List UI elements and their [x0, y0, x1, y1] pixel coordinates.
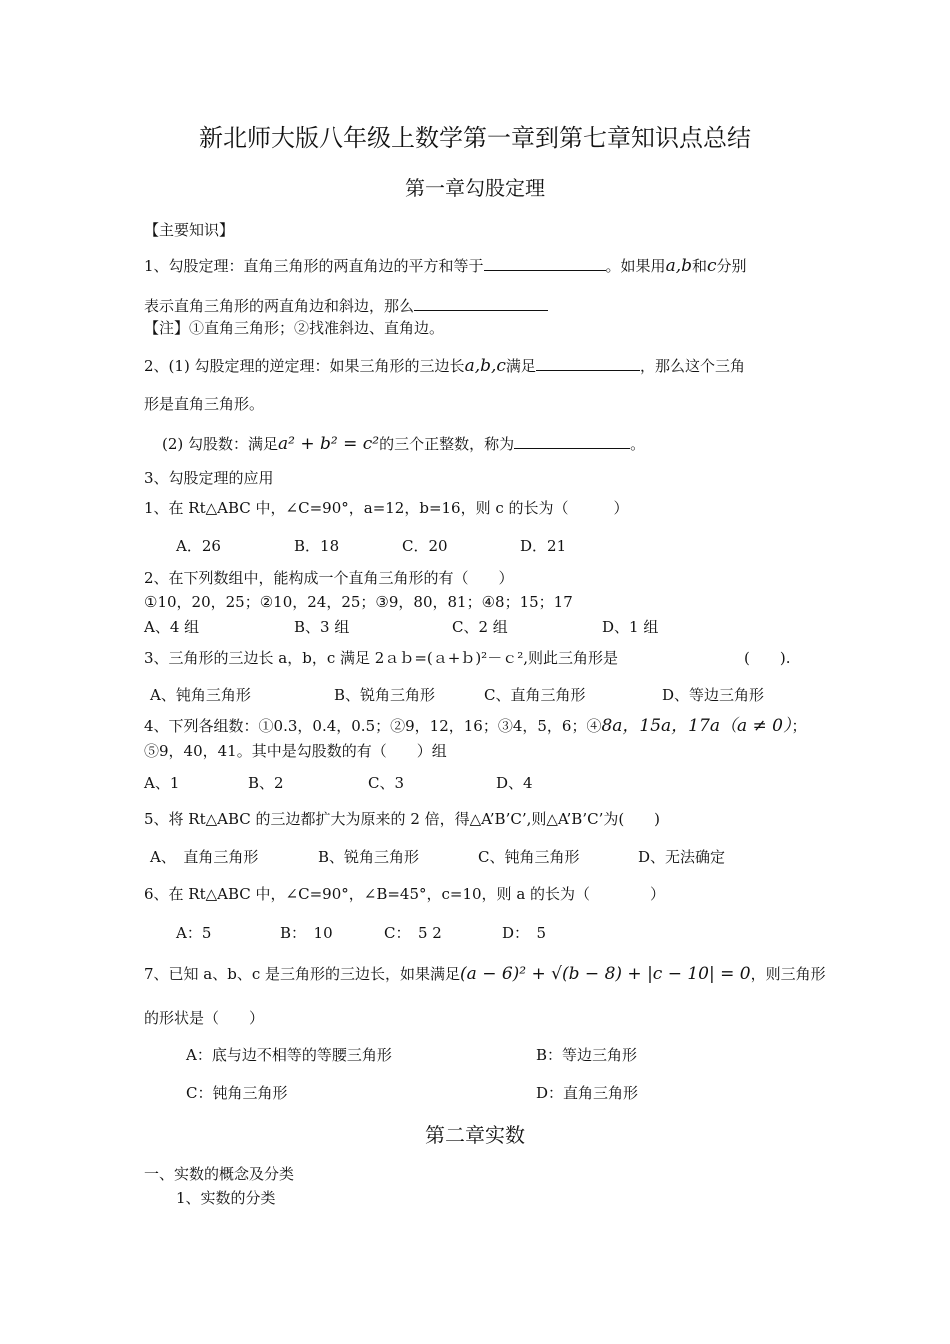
item1-line2	[144, 294, 548, 316]
question-7-text: 7、已知 a、b、c 是三角形的三边长，如果满足	[144, 965, 461, 983]
chapter2-section1: 一、实数的概念及分类	[144, 1165, 295, 1183]
answer-blank	[514, 432, 630, 449]
answer-blank	[414, 294, 548, 311]
item1-line1	[144, 254, 747, 276]
option: C、直角三角形	[484, 686, 586, 704]
option: A、4 组	[144, 618, 200, 636]
question-7-formula: (a − 6)² + √(b − 8) + |c − 10| = 0	[460, 964, 751, 984]
question-2-options	[144, 617, 658, 637]
option: D、1 组	[602, 618, 659, 636]
item1-and: 和	[691, 257, 707, 275]
item1-c: c	[707, 256, 717, 276]
option: C、2 组	[452, 618, 508, 636]
option: A、钝角三角形	[150, 686, 251, 704]
question-4-text: 4、下列各组数：①0.3，0.4，0.5；②9，12，16；③4，5，6；④	[144, 717, 602, 735]
main-knowledge-heading: 【主要知识】	[144, 221, 235, 239]
item2-text-c: ，那么这个三角	[639, 357, 745, 375]
question-2: 2、在下列数组中，能构成一个直角三角形的有（ ）	[144, 569, 514, 587]
option: A．26	[176, 537, 221, 555]
option: A：5	[176, 924, 212, 942]
question-7-option-b: B：等边三角形	[536, 1046, 638, 1064]
question-7-line2: 的形状是（ ）	[144, 1009, 265, 1027]
question-4-line2: ⑤9，40，41。其中是勾股数的有（ ）组	[144, 742, 447, 760]
option: D、4	[496, 774, 533, 792]
question-6: 6、在 Rt△ABC 中，∠C=90°，∠B=45°，c=10，则 a 的长为（ ）	[144, 885, 666, 903]
question-4-math: 8a，15a，17a（a ≠ 0）	[601, 716, 792, 736]
option: B： 10	[280, 924, 333, 942]
item1-text: 1、勾股定理：直角三角形的两直角边的平方和等于	[144, 257, 484, 275]
answer-blank	[484, 254, 606, 271]
option: D： 5	[502, 924, 547, 942]
question-3-options	[150, 685, 764, 705]
option: D、等边三角形	[662, 686, 765, 704]
note: 【注】①直角三角形；②找准斜边、直角边。	[144, 319, 445, 337]
option: C、钝角三角形	[478, 848, 580, 866]
chapter2-section1-1: 1、实数的分类	[176, 1189, 276, 1207]
option: C．20	[402, 537, 448, 555]
item2-text-b: 满足	[505, 357, 536, 375]
chapter1-title: 第一章勾股定理	[405, 176, 545, 200]
item2-2-text-b: 的三个正整数，称为	[379, 435, 515, 453]
chapter2-title: 第二章实数	[425, 1123, 525, 1147]
item2-2-text: (2) 勾股数：满足	[162, 435, 279, 453]
item2-2-text-c: 。	[630, 435, 646, 453]
item1-vars: a,b	[665, 256, 692, 276]
question-3: 3、三角形的三边长 a，b，c 满足 2ａｂ=(ａ+ｂ)²－ｃ²,则此三角形是	[144, 649, 618, 667]
pythagorean-formula: a² + b² = c²	[278, 434, 380, 454]
option: D、无法确定	[638, 848, 726, 866]
option: A、 直角三角形	[150, 848, 259, 866]
question-5: 5、将 Rt△ABC 的三边都扩大为原来的 2 倍，得△A’B’C’,则△A’B’C’为( )	[144, 810, 661, 828]
option: A、1	[144, 774, 180, 792]
question-7-option-a: A：底与边不相等的等腰三角形	[186, 1046, 392, 1064]
document-title: 新北师大版八年级上数学第一章到第七章知识点总结	[199, 124, 751, 152]
question-1: 1、在 Rt△ABC 中，∠C=90°，a=12，b=16，则 c 的长为（ ）	[144, 499, 629, 517]
question-2-groups: ①10，20，25；②10，24，25；③9，80，81；④8；15；17	[144, 593, 573, 611]
item2-2-line	[162, 432, 645, 454]
item2-vars: a,b,c	[464, 356, 506, 376]
option: C： 5 2	[384, 924, 442, 942]
question-6-options	[176, 923, 546, 943]
option: C、3	[368, 774, 405, 792]
question-1-options	[176, 536, 566, 556]
question-4-options	[144, 773, 533, 793]
option: B、锐角三角形	[318, 848, 420, 866]
item2-text: 2、(1) 勾股定理的逆定理：如果三角形的三边长	[144, 357, 465, 375]
option: B、3 组	[294, 618, 350, 636]
item2-line2: 形是直角三角形。	[144, 395, 265, 413]
question-3-paren: ( ).	[744, 649, 791, 667]
question-7-option-d: D：直角三角形	[536, 1084, 639, 1102]
option: D．21	[520, 537, 567, 555]
question-7-line1	[144, 964, 826, 984]
item3-heading: 3、勾股定理的应用	[144, 469, 274, 487]
item1-line2-text: 表示直角三角形的两直角边和斜边，那么	[144, 297, 415, 315]
item2-line1	[144, 354, 745, 376]
option: B、锐角三角形	[334, 686, 436, 704]
question-7-option-c: C：钝角三角形	[186, 1084, 288, 1102]
option: B、2	[248, 774, 284, 792]
question-4-end: ；	[791, 717, 807, 735]
item1-text-d: 分别	[716, 257, 747, 275]
question-7-text-b: ，则三角形	[750, 965, 826, 983]
answer-blank	[536, 354, 640, 371]
item1-text-b: 。如果用	[605, 257, 666, 275]
question-5-options	[150, 847, 725, 867]
option: B．18	[294, 537, 340, 555]
question-4-line1	[144, 716, 806, 736]
